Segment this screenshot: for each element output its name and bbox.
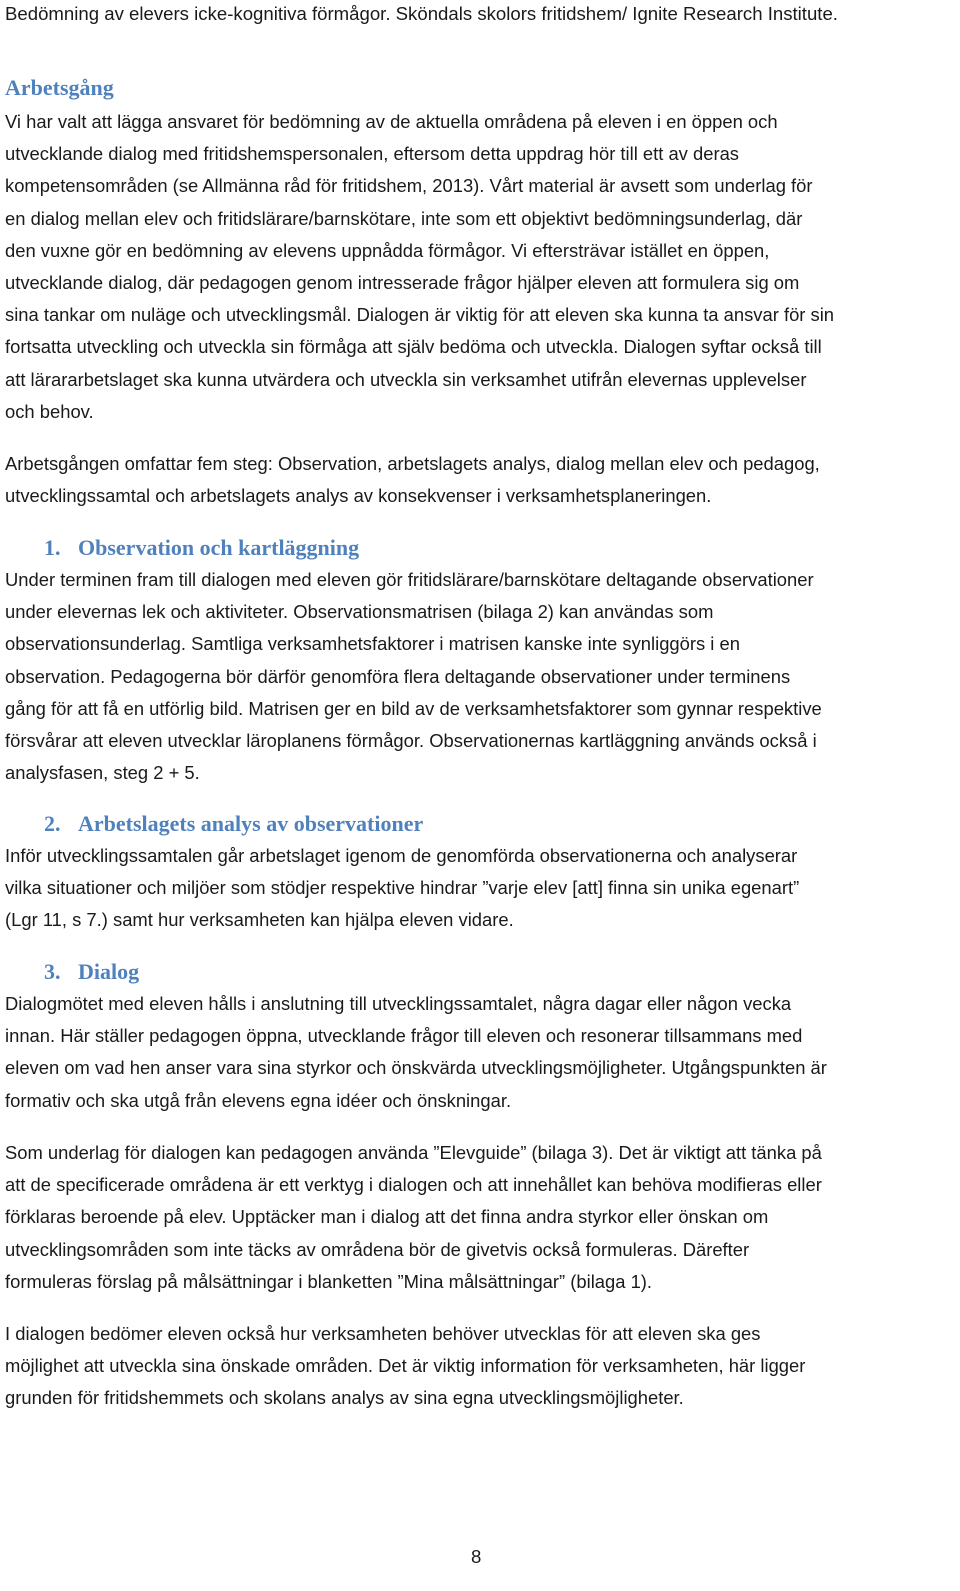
paragraph-arbetsgang-1 (5, 106, 949, 428)
text-line: utvecklande dialog med fritidshemspersonalen, eftersom detta uppdrag hör till ett av deras (5, 143, 739, 165)
text-line: formativ och ska utgå från elevens egna idéer och önskningar. (5, 1089, 512, 1111)
text-line: observation. Pedagogerna bör därför genomföra flera deltagande observationer under terminens (5, 665, 791, 687)
step-title: Dialog (78, 959, 140, 984)
text-line: att lärararbetslaget ska kunna utvärdera och utveckla sin verksamhet utifrån elevernas upplevelser (5, 368, 807, 390)
text-line: att de specificerade områdena är ett verktyg i dialogen och att innehållet kan behöva modifieras eller (5, 1174, 822, 1196)
text-line: sina tankar om nuläge och utvecklingsmål. Dialogen är viktig för att eleven ska kunna ta ansvar för sin (5, 304, 835, 326)
text-line: (Lgr 11, s 7.) samt hur verksamheten kan hjälpa eleven vidare. (5, 909, 514, 931)
text-line: försvårar att eleven utvecklar läroplanens förmågor. Observationernas kartläggning används också i (5, 730, 817, 752)
step-title: Arbetslagets analys av observationer (78, 811, 424, 836)
text-line: eleven om vad hen anser vara sina styrkor och önskvärda utvecklingsmöjligheter. Utgångspunkten är (5, 1057, 827, 1079)
heading-step-2 (5, 810, 423, 838)
paragraph-step-1 (5, 564, 949, 789)
step-number: 1. (44, 535, 61, 560)
heading-arbetsgang: Arbetsgång (5, 75, 114, 100)
paragraph-step-3-3 (5, 1318, 949, 1415)
paragraph-step-3-2 (5, 1137, 949, 1298)
step-number: 2. (44, 811, 61, 836)
text-line: kompetensområden (se Allmänna råd för fritidshem, 2013). Vårt material är avsett som underlag för (5, 175, 813, 197)
text-line: utvecklande dialog, där pedagogen genom intresserade frågor hjälper eleven att formulera sig om (5, 272, 800, 294)
text-line: Dialogmötet med eleven hålls i anslutning till utvecklingssamtalet, några dagar eller någon vecka (5, 993, 792, 1014)
document-page (5, 0, 949, 1591)
page-number: 8 (471, 1546, 482, 1567)
text-line: förklaras beroende på elev. Upptäcker man i dialog att det finna andra styrkor eller önskan om (5, 1206, 769, 1228)
text-line: och behov. (5, 400, 94, 422)
text-line: gång för att få en utförlig bild. Matrisen ger en bild av de verksamhetsfaktorer som gynnar respektive (5, 697, 822, 719)
text-line: under elevernas lek och aktiviteter. Observationsmatrisen (bilaga 2) kan användas som (5, 601, 714, 623)
step-title: Observation och kartläggning (78, 535, 360, 560)
text-line: vilka situationer och miljöer som stödjer respektive hindrar ”varje elev [att] finna sin unika egenart” (5, 877, 800, 899)
text-line: grunden för fritidshemmets och skolans analys av sina egna utvecklingsmöjligheter. (5, 1387, 684, 1409)
paragraph-step-3-1 (5, 988, 949, 1117)
text-line: observationsunderlag. Samtliga verksamhetsfaktorer i matrisen kanske inte synliggörs i en (5, 633, 740, 655)
heading-step-3 (5, 958, 139, 986)
text-line: innan. Här ställer pedagogen öppna, utvecklande frågor till eleven och resonerar tillsammans med (5, 1025, 803, 1047)
paragraph-arbetsgang-2 (5, 448, 949, 512)
text-line: analysfasen, steg 2 + 5. (5, 762, 200, 784)
text-line: en dialog mellan elev och fritidslärare/barnskötare, inte som ett objektivt bedömningsunderlag, där (5, 207, 803, 229)
text-line: den vuxne gör en bedömning av elevens uppnådda förmågor. Vi eftersträvar istället en öppen, (5, 239, 770, 261)
text-line: formuleras förslag på målsättningar i blanketten ”Mina målsättningar” (bilaga 1). (5, 1270, 653, 1292)
text-line: utvecklingssamtal och arbetslagets analys av konsekvenser i verksamhetsplaneringen. (5, 485, 712, 507)
text-line: Vi har valt att lägga ansvaret för bedömning av de aktuella områdena på eleven i en öppen och (5, 111, 778, 132)
text-line: utvecklingsområden som inte täcks av områdena bör de givetvis också formuleras. Därefter (5, 1238, 750, 1260)
paragraph-step-2 (5, 840, 949, 937)
text-line: I dialogen bedömer eleven också hur verksamheten behöver utvecklas för att eleven ska ges (5, 1323, 761, 1344)
document-header: Bedömning av elevers icke-kognitiva förmågor. Sköndals skolors fritidshem/ Ignite Research Institute. (5, 3, 838, 24)
text-line: fortsatta utveckling och utveckla sin förmåga att själv bedöma och utveckla. Dialogen syftar också till (5, 336, 822, 358)
text-line: Inför utvecklingssamtalen går arbetslaget igenom de genomförda observationerna och analyserar (5, 845, 798, 866)
text-line: Som underlag för dialogen kan pedagogen använda ”Elevguide” (bilaga 3). Det är viktigt att tänka på (5, 1142, 822, 1163)
text-line: Arbetsgången omfattar fem steg: Observation, arbetslagets analys, dialog mellan elev och pedagog, (5, 453, 820, 474)
text-line: möjlighet att utveckla sina önskade områden. Det är viktig information för verksamheten, här ligger (5, 1355, 806, 1377)
text-line: Under terminen fram till dialogen med eleven gör fritidslärare/barnskötare deltagande observationer (5, 569, 814, 590)
heading-step-1 (5, 534, 359, 562)
step-number: 3. (44, 959, 61, 984)
